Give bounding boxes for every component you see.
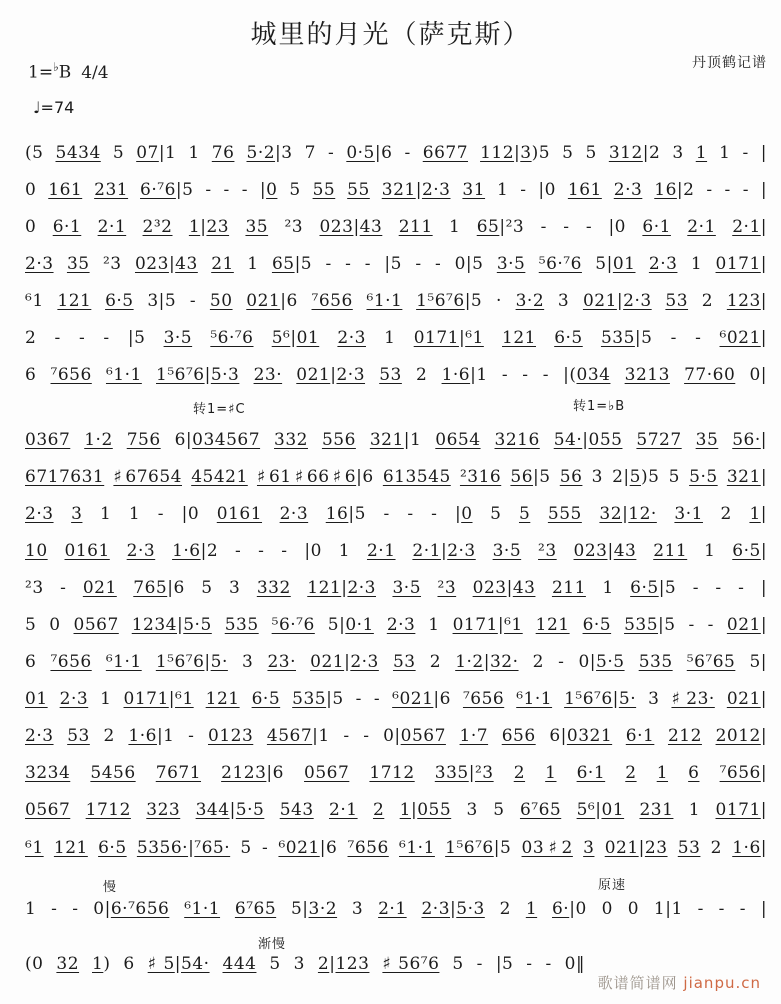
beamed-note-group: 1·6 xyxy=(732,838,761,858)
beamed-note-group: 444 xyxy=(222,954,257,974)
beamed-note-group: 77·60 xyxy=(684,365,736,385)
modulation-label-b: 转1=♭B xyxy=(573,399,626,414)
beamed-note-group: 121 xyxy=(57,291,92,311)
beamed-note-group: 2·1 xyxy=(378,899,407,919)
beamed-note-group: 03♯2 xyxy=(521,838,573,858)
beamed-note-group: 0567 xyxy=(304,763,350,783)
beamed-note-group: 2·3 xyxy=(25,726,54,746)
score-line: 0 6·1 2·1 2³2 1|23 35 ²3 023|43 211 1 65|²3 - - - |0 6·1 2·1 2·1| xyxy=(25,217,767,237)
beamed-note-group: 07 xyxy=(136,143,159,163)
beamed-note-group: ⁶1 xyxy=(175,689,194,709)
beamed-note-group: 6·⁷656 xyxy=(110,899,170,919)
beamed-note-group: 43 xyxy=(175,254,198,274)
score-line: ⁶1 121 6·5 3|5 - 50 021|6 ⁷656 ⁶1·1 1⁵6⁷6|5 · 3·2 3 021|2·3 53 2 123| xyxy=(25,291,768,311)
beamed-note-group: ⁵6·⁷6 xyxy=(271,615,315,635)
beamed-note-group: ⁷656 xyxy=(719,763,761,783)
beamed-note-group: 56 xyxy=(559,467,583,487)
watermark xyxy=(598,972,761,993)
beamed-note-group: ♯67654 xyxy=(113,467,182,487)
beamed-note-group: 535 xyxy=(600,328,635,348)
beamed-note-group: 1·7 xyxy=(459,726,489,746)
beamed-note-group: ⁶1·1 xyxy=(366,291,403,311)
beamed-note-group: 5⁶ xyxy=(271,328,291,348)
beamed-note-group: 2·3 xyxy=(336,365,366,385)
beamed-note-group: 2·3 xyxy=(447,541,476,561)
beamed-note-group: 50 xyxy=(209,291,233,311)
beamed-note-group: 023 xyxy=(319,217,354,237)
beamed-note-group: 1 xyxy=(695,143,708,163)
beamed-note-group: 23 xyxy=(644,838,668,858)
beamed-note-group: 45421 xyxy=(191,467,248,487)
beamed-note-group: 1·6 xyxy=(172,541,201,561)
beamed-note-group: 7671 xyxy=(155,763,202,783)
beamed-note-group: 3·1 xyxy=(674,504,703,524)
beamed-note-group: 023 xyxy=(472,578,507,598)
beamed-note-group: 3213 xyxy=(624,365,670,385)
beamed-note-group: 6·1 xyxy=(625,726,655,746)
beamed-note-group: 535 xyxy=(638,652,673,672)
beamed-note-group: 121 xyxy=(502,328,536,348)
score-line: (5 5434 5 07|1 1 76 5·2|3 7 - 0·5|6 - 6677 112|3)5 5 5 312|2 3 1 1 - | xyxy=(25,143,768,163)
beamed-note-group: 5·3 xyxy=(210,365,240,385)
score-line: 2·3 3 1 1 - |0 0161 2·3 16|5 - - - |0 5 5 555 32|12· 3·1 2 1| xyxy=(25,504,767,524)
beamed-note-group: 161 xyxy=(567,180,602,200)
beamed-note-group: 5· xyxy=(210,652,228,672)
beamed-note-group: 1 xyxy=(92,954,104,974)
beamed-note-group: 3234 xyxy=(25,763,71,783)
beamed-note-group: 1·6 xyxy=(441,365,471,385)
beamed-note-group: 1 xyxy=(525,899,538,919)
beamed-note-group: ⁶1 xyxy=(25,838,44,858)
beamed-note-group: 123 xyxy=(726,291,761,311)
beamed-note-group: 53 xyxy=(392,652,416,672)
beamed-note-group: 1·6 xyxy=(128,726,157,746)
score-line: (0 32 1) 6 ♯5|54· 444 5 3 2|123 ♯56⁷6 5 - |5 - - 0‖ xyxy=(25,954,586,974)
beamed-note-group: 53 xyxy=(677,838,701,858)
beamed-note-group: 2·1 xyxy=(732,217,761,237)
beamed-note-group: 055 xyxy=(417,800,452,820)
score-line: 5 0 0567 1234|5·5 535 ⁵6·⁷6 5|0·1 2·3 1 0171|⁶1 121 6·5 535|5 - - 021| xyxy=(25,615,768,635)
score-line: 01 2·3 1 0171|⁶1 121 6·5 535|5 - - ⁶021|6 ⁷656 ⁶1·1 1⁵6⁷6|5· 3 ♯23· 021| xyxy=(25,689,767,709)
beamed-note-group: 01 xyxy=(296,328,320,348)
beamed-note-group: 765 xyxy=(133,578,168,598)
beamed-note-group: 212 xyxy=(667,726,702,746)
beamed-note-group: 0654 xyxy=(435,430,481,450)
beamed-note-group: 1 xyxy=(399,800,411,820)
beamed-note-group: 6·⁷6 xyxy=(140,180,176,200)
beamed-note-group: 43 xyxy=(613,541,637,561)
beamed-note-group: 535 xyxy=(624,615,659,635)
beamed-note-group: 2·3 xyxy=(279,504,309,524)
beamed-note-group: 555 xyxy=(547,504,582,524)
beamed-note-group: 1 xyxy=(545,763,557,783)
beamed-note-group: 0171 xyxy=(715,254,761,274)
beamed-note-group: 56· xyxy=(732,430,761,450)
score-line: 0 161 231 6·⁷6|5 - - - |0 5 55 55 321|2·3 31 1 - |0 161 2·3 16|2 - - - | xyxy=(25,180,768,200)
beamed-note-group: 021 xyxy=(296,365,331,385)
beamed-note-group: 2·3 xyxy=(126,541,156,561)
beamed-note-group: 2·3 xyxy=(59,689,89,709)
beamed-note-group: 35 xyxy=(245,217,269,237)
beamed-note-group: 3 xyxy=(583,838,595,858)
beamed-note-group: 2012 xyxy=(715,726,761,746)
beamed-note-group: 43 xyxy=(512,578,536,598)
beamed-note-group: 021 xyxy=(310,652,345,672)
beamed-note-group: 231 xyxy=(639,800,674,820)
beamed-note-group: 76 xyxy=(211,143,235,163)
watermark-site-name: 歌谱简谱网 xyxy=(597,974,684,992)
beamed-note-group: 6·5 xyxy=(732,541,761,561)
beamed-note-group: 6 xyxy=(688,763,700,783)
beamed-note-group: 0·5 xyxy=(346,143,375,163)
beamed-note-group: ⁶1·1 xyxy=(516,689,553,709)
beamed-note-group: 231 xyxy=(94,180,129,200)
key-note: B xyxy=(58,62,72,83)
page-title: 城里的月光（萨克斯） xyxy=(250,20,531,50)
beamed-note-group: ⁶1·1 xyxy=(105,365,142,385)
beamed-note-group: 5727 xyxy=(636,430,682,450)
beamed-note-group: ⁷656 xyxy=(50,652,92,672)
beamed-note-group: 32 xyxy=(599,504,623,524)
beamed-note-group: 2 xyxy=(513,763,526,783)
beamed-note-group: 121 xyxy=(535,615,570,635)
score-line: 2 - - - |5 3·5 ⁵6·⁷6 5⁶|01 2·3 1 0171|⁶1 121 6·5 535|5 - - ⁶021| xyxy=(25,328,768,348)
beamed-note-group: ⁷65· xyxy=(194,838,231,858)
beamed-note-group: 1 xyxy=(188,217,201,237)
beamed-note-group: 2·3 xyxy=(25,504,54,524)
beamed-note-group: 2·1 xyxy=(412,541,441,561)
beamed-note-group: 1⁵6⁷6 xyxy=(155,652,205,672)
beamed-note-group: 10 xyxy=(25,541,48,561)
beamed-note-group: 16 xyxy=(654,180,677,200)
beamed-note-group: 5·5 xyxy=(689,467,718,487)
beamed-note-group: ²3 xyxy=(437,578,457,598)
beamed-note-group: 1 xyxy=(749,504,761,524)
beamed-note-group: 23· xyxy=(267,652,296,672)
beamed-note-group: 54· xyxy=(553,430,583,450)
beamed-note-group: 1·2 xyxy=(455,652,484,672)
beamed-note-group: 2·3 xyxy=(421,180,451,200)
beamed-note-group: 23 xyxy=(206,217,230,237)
beamed-note-group: 55 xyxy=(347,180,370,200)
score-line: 0367 1·2 756 6|034567 332 556 321|1 0654 3216 54·|055 5727 35 56·| xyxy=(25,430,768,450)
beamed-note-group: 021 xyxy=(582,291,617,311)
beamed-note-group: 2·3 xyxy=(613,180,643,200)
beamed-note-group: 2·3 xyxy=(421,899,451,919)
beamed-note-group: 43 xyxy=(359,217,383,237)
beamed-note-group: 65 xyxy=(271,254,295,274)
beamed-note-group: 0171 xyxy=(413,328,459,348)
beamed-note-group: 6⁷65 xyxy=(234,899,277,919)
beamed-note-group: 5434 xyxy=(55,143,101,163)
beamed-note-group: 5·3 xyxy=(456,899,485,919)
beamed-note-group: ♯56⁷6 xyxy=(382,954,440,974)
beamed-note-group: ²3 xyxy=(538,541,557,561)
score-line: ⁶1 121 6·5 5356·|⁷65· 5 - ⁶021|6 ⁷656 ⁶1·1 1⁵6⁷6|5 03♯2 3 021|23 53 2 1·6| xyxy=(25,838,768,858)
beamed-note-group: ⁶021 xyxy=(392,689,434,709)
beamed-note-group: 12· xyxy=(628,504,657,524)
watermark-url: jianpu.cn xyxy=(683,974,761,992)
beamed-note-group: 323 xyxy=(146,800,181,820)
beamed-note-group: 6717631 xyxy=(25,467,105,487)
score-line: 6 ⁷656 ⁶1·1 1⁵6⁷6|5· 3 23· 021|2·3 53 2 1·2|32· 2 - 0|5·5 535 ⁵6⁷65 5| xyxy=(25,652,768,672)
beamed-note-group: 3·5 xyxy=(492,541,522,561)
beamed-note-group: 5356· xyxy=(136,838,189,858)
beamed-note-group: 535 xyxy=(224,615,259,635)
beamed-note-group: 2·3 xyxy=(350,652,379,672)
beamed-note-group: 332 xyxy=(256,578,291,598)
beamed-note-group: 54· xyxy=(181,954,210,974)
score-line: 6 ⁷656 ⁶1·1 1⁵6⁷6|5·3 23· 021|2·3 53 2 1·6|1 - - - |(034 3213 77·60 0| xyxy=(25,365,767,385)
beamed-note-group: 2·3 xyxy=(25,254,54,274)
beamed-note-group: 0123 xyxy=(208,726,254,746)
beamed-note-group: 0171 xyxy=(123,689,169,709)
beamed-note-group: 021 xyxy=(604,838,639,858)
beamed-note-group: 1·2 xyxy=(84,430,113,450)
beamed-note-group: 53 xyxy=(379,365,402,385)
beamed-note-group: 1⁵6⁷6 xyxy=(445,838,494,858)
beamed-note-group: 2·1 xyxy=(366,541,396,561)
beamed-note-group: ⁶021 xyxy=(719,328,761,348)
beamed-note-group: 121 xyxy=(53,838,88,858)
beamed-note-group: 543 xyxy=(279,800,314,820)
beamed-note-group: 5⁶ xyxy=(576,800,596,820)
score-line: 6717631 ♯67654 45421 ♯61♯66♯6|6 613545 ²316 56|5 56 3 2|5)5 5 5·5 321| xyxy=(25,467,768,487)
beamed-note-group: 656 xyxy=(501,726,536,746)
beamed-note-group: 344 xyxy=(195,800,230,820)
score-line: 2·3 35 ²3 023|43 21 1 65|5 - - - |5 - - 0|5 3·5 ⁵6·⁷6 5|01 2·3 1 0171| xyxy=(25,254,768,274)
beamed-note-group: 1 xyxy=(656,763,669,783)
beamed-note-group: 5· xyxy=(618,689,637,709)
beamed-note-group: 01 xyxy=(601,800,625,820)
tempo-label-original: 原速 xyxy=(598,878,627,893)
beamed-note-group: 1⁵6⁷6 xyxy=(416,291,465,311)
beamed-note-group: 55 xyxy=(312,180,336,200)
transcriber-credit: 丹顶鹤记谱 xyxy=(692,55,767,71)
beamed-note-group: 034 xyxy=(576,365,611,385)
beamed-note-group: ♯5 xyxy=(147,954,175,974)
beamed-note-group: 3·5 xyxy=(392,578,422,598)
beamed-note-group: 1712 xyxy=(369,763,415,783)
beamed-note-group: 2·3 xyxy=(386,615,416,635)
beamed-note-group: 332 xyxy=(274,430,308,450)
score-line: ²3 - 021 765|6 5 3 332 121|2·3 3·5 ²3 023|43 211 1 6·5|5 - - - | xyxy=(25,578,768,598)
beamed-note-group: ⁶1 xyxy=(504,615,523,635)
beamed-note-group: ²316 xyxy=(459,467,502,487)
beamed-note-group: 5·5 xyxy=(235,800,265,820)
beamed-note-group: 6·1 xyxy=(576,763,606,783)
beamed-note-group: 65 xyxy=(476,217,500,237)
beamed-note-group: 312 xyxy=(608,143,643,163)
beamed-note-group: 0161 xyxy=(216,504,263,524)
tempo-label-rit: 渐慢 xyxy=(258,937,287,952)
beamed-note-group: 3·2 xyxy=(308,899,338,919)
beamed-note-group: 01 xyxy=(612,254,636,274)
beamed-note-group: 0 xyxy=(461,504,473,524)
beamed-note-group: 123 xyxy=(335,954,370,974)
beamed-note-group: 53 xyxy=(665,291,689,311)
beamed-note-group: 0 xyxy=(266,180,278,200)
beamed-note-group: 56 xyxy=(510,467,534,487)
beamed-note-group: 32 xyxy=(56,954,80,974)
beamed-note-group: 53 xyxy=(67,726,90,746)
beamed-note-group: 2 xyxy=(625,763,637,783)
score-line: 1 - - 0|6·⁷656 ⁶1·1 6⁷65 5|3·2 3 2·1 2·3|5·3 2 1 6·|0 0 0 1|1 - - - | xyxy=(25,899,768,919)
beamed-note-group: 0567 xyxy=(400,726,446,746)
beamed-note-group: ⁷656 xyxy=(347,838,389,858)
time-signature: 4/4 xyxy=(81,62,109,83)
beamed-note-group: 2·3 xyxy=(623,291,652,311)
flat-icon: ♭ xyxy=(53,60,59,74)
beamed-note-group: ♯61♯66♯6 xyxy=(256,467,357,487)
beamed-note-group: 0·1 xyxy=(345,615,374,635)
beamed-note-group: 3·2 xyxy=(515,291,545,311)
beamed-note-group: 2 xyxy=(372,800,385,820)
beamed-note-group: 0567 xyxy=(73,615,119,635)
beamed-note-group: 0161 xyxy=(64,541,110,561)
score-line: 0567 1712 323 344|5·5 543 2·1 2 1|055 3 5 6⁷65 5⁶|01 231 1 0171| xyxy=(25,800,768,820)
beamed-note-group: 3·5 xyxy=(163,328,193,348)
beamed-note-group: 5 xyxy=(629,467,641,487)
beamed-note-group: 6· xyxy=(551,899,570,919)
beamed-note-group: 2·1 xyxy=(97,217,127,237)
beamed-note-group: 31 xyxy=(462,180,486,200)
beamed-note-group: 6·5 xyxy=(554,328,583,348)
beamed-note-group: ⁷656 xyxy=(311,291,353,311)
key-prefix: 1= xyxy=(28,62,54,83)
beamed-note-group: 2123 xyxy=(221,763,267,783)
modulation-label-c: 转1=♯C xyxy=(193,402,246,417)
beamed-note-group: 2·1 xyxy=(329,800,358,820)
beamed-note-group: 021 xyxy=(726,615,761,635)
beamed-note-group: ⁵6⁷65 xyxy=(686,652,736,672)
beamed-note-group: 6677 xyxy=(422,143,469,163)
beamed-note-group: 023 xyxy=(134,254,169,274)
beamed-note-group: ⁶1 xyxy=(465,328,484,348)
beamed-note-group: 2·3 xyxy=(648,254,678,274)
beamed-note-group: 23· xyxy=(253,365,283,385)
beamed-note-group: ⁶1·1 xyxy=(184,899,221,919)
beamed-note-group: ⁶1·1 xyxy=(399,838,435,858)
beamed-note-group: 3 xyxy=(520,143,532,163)
beamed-note-group: ♯23· xyxy=(671,689,715,709)
beamed-note-group: 2³2 xyxy=(142,217,173,237)
beamed-note-group: 613545 xyxy=(382,467,451,487)
beamed-note-group: 6·5 xyxy=(630,578,659,598)
beamed-note-group: 6·5 xyxy=(105,291,134,311)
beamed-note-group: 321 xyxy=(381,180,416,200)
beamed-note-group: 756 xyxy=(126,430,161,450)
beamed-note-group: ⁵6·⁷6 xyxy=(210,328,254,348)
beamed-note-group: 021 xyxy=(726,689,761,709)
beamed-note-group: 055 xyxy=(588,430,623,450)
beamed-note-group: 121 xyxy=(307,578,342,598)
beamed-note-group: 021 xyxy=(246,291,281,311)
beamed-note-group: 0171 xyxy=(715,800,761,820)
score-line: 3234 5456 7671 2123|6 0567 1712 335|²3 2 1 6·1 2 1 6 ⁷656| xyxy=(25,763,768,783)
score-line: 2·3 53 2 1·6|1 - 0123 4567|1 - - 0|0567 1·7 656 6|0321 6·1 212 2012| xyxy=(25,726,768,746)
beamed-note-group: ⁷656 xyxy=(462,689,505,709)
beamed-note-group: 3·5 xyxy=(496,254,526,274)
beamed-note-group: ²3 xyxy=(474,763,494,783)
beamed-note-group: 2·1 xyxy=(687,217,716,237)
beamed-note-group: 0321 xyxy=(566,726,613,746)
beamed-note-group: 556 xyxy=(321,430,356,450)
beamed-note-group: 1⁵6⁷6 xyxy=(564,689,613,709)
beamed-note-group: ⁷656 xyxy=(50,365,92,385)
beamed-note-group: ⁶021 xyxy=(278,838,320,858)
beamed-note-group: 535 xyxy=(292,689,327,709)
beamed-note-group: 1712 xyxy=(85,800,131,820)
beamed-note-group: 3216 xyxy=(494,430,540,450)
beamed-note-group: 2 xyxy=(317,954,330,974)
beamed-note-group: 121 xyxy=(205,689,240,709)
beamed-note-group: 6·5 xyxy=(251,689,281,709)
beamed-note-group: 112 xyxy=(480,143,515,163)
beamed-note-group: 0171 xyxy=(452,615,498,635)
tempo-label-slow: 慢 xyxy=(103,880,118,895)
beamed-note-group: 2·3 xyxy=(347,578,376,598)
beamed-note-group: 16 xyxy=(325,504,349,524)
score-line: 10 0161 2·3 1·6|2 - - - |0 1 2·1 2·1|2·3 3·5 ²3 023|43 211 1 6·5| xyxy=(25,541,768,561)
beamed-note-group: 5456 xyxy=(90,763,136,783)
beamed-note-group: 0567 xyxy=(25,800,71,820)
beamed-note-group: 21 xyxy=(211,254,234,274)
beamed-note-group: 034567 xyxy=(192,430,261,450)
beamed-note-group: 023 xyxy=(573,541,608,561)
beamed-note-group: 5·5 xyxy=(596,652,625,672)
beamed-note-group: 321 xyxy=(726,467,761,487)
beamed-note-group: 6⁷65 xyxy=(519,800,562,820)
beamed-note-group: 5·5 xyxy=(183,615,212,635)
beamed-note-group: 211 xyxy=(398,217,433,237)
beamed-note-group: 6·1 xyxy=(642,217,671,237)
beamed-note-group: 1234 xyxy=(131,615,177,635)
beamed-note-group: 6·5 xyxy=(582,615,612,635)
beamed-note-group: 2·3 xyxy=(337,328,366,348)
beamed-note-group: 32· xyxy=(489,652,519,672)
beamed-note-group: ⁵6·⁷6 xyxy=(538,254,582,274)
beamed-note-group: 6·5 xyxy=(98,838,127,858)
beamed-note-group: 5 xyxy=(518,504,531,524)
beamed-note-group: 35 xyxy=(695,430,719,450)
beamed-note-group: 3 xyxy=(71,504,83,524)
beamed-note-group: 021 xyxy=(82,578,117,598)
beamed-note-group: 0367 xyxy=(25,430,71,450)
beamed-note-group: ⁶1·1 xyxy=(105,652,142,672)
beamed-note-group: 01 xyxy=(25,689,48,709)
beamed-note-group: 4567 xyxy=(266,726,313,746)
beamed-note-group: 5·2 xyxy=(246,143,276,163)
beamed-note-group: 211 xyxy=(551,578,586,598)
beamed-note-group: 321 xyxy=(369,430,404,450)
beamed-note-group: 211 xyxy=(653,541,688,561)
tempo-marking: ♩=74 xyxy=(33,98,75,117)
beamed-note-group: 6·1 xyxy=(52,217,82,237)
beamed-note-group: 1⁵6⁷6 xyxy=(156,365,205,385)
beamed-note-group: 335 xyxy=(434,763,469,783)
beamed-note-group: 161 xyxy=(48,180,83,200)
beamed-note-group: 35 xyxy=(66,254,90,274)
